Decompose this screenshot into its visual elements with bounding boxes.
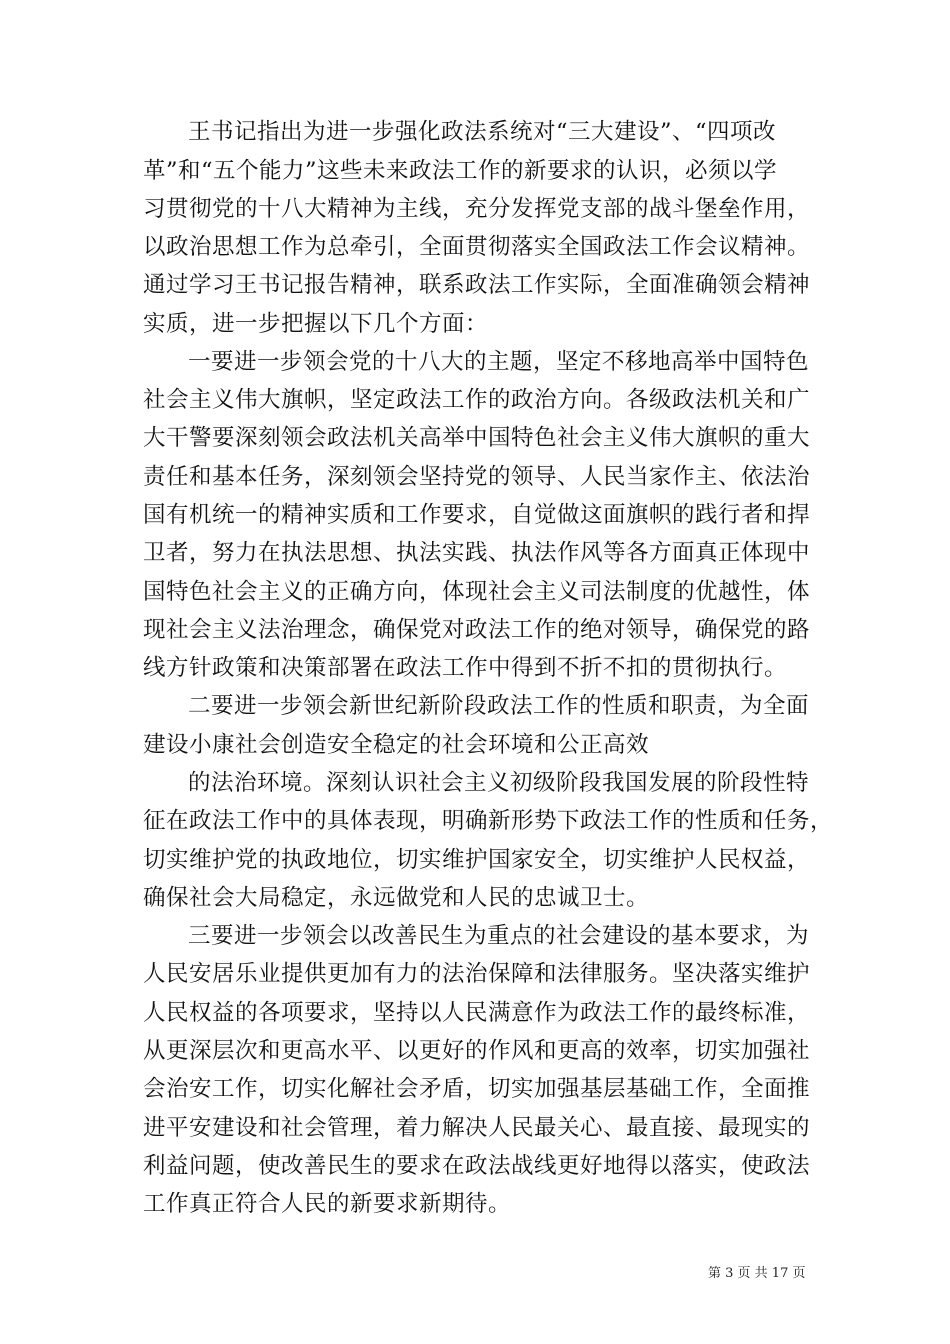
text-line: 通过学习王书记报告精神，联系政法工作实际，全面准确领会精神 (143, 272, 811, 298)
text-line: 进平安建设和社会管理，着力解决人民最关心、最直接、最现实的 (143, 1115, 811, 1141)
text-line: 人民安居乐业提供更加有力的法治保障和法律服务。坚决落实维护 (143, 961, 811, 987)
text-line: 大干警要深刻领会政法机关高举中国特色社会主义伟大旗帜的重大 (143, 425, 811, 451)
text-line: 的法治环境。深刻认识社会主义初级阶段我国发展的阶段性特 (188, 770, 810, 796)
text-line: 实质，进一步把握以下几个方面： (143, 311, 489, 337)
text-line: 责任和基本任务，深刻领会坚持党的领导、人民当家作主、依法治 (143, 464, 811, 490)
text-line: 利益问题，使改善民生的要求在政法战线更好地得以落实，使政法 (143, 1153, 811, 1179)
text-line: 二要进一步领会新世纪新阶段政法工作的性质和职责，为全面 (188, 693, 810, 719)
text-line: 以政治思想工作为总牵引，全面贯彻落实全国政法工作会议精神。 (143, 234, 811, 260)
text-line: 革”和“五个能力”这些未来政法工作的新要求的认识，必须以学 (143, 158, 778, 184)
text-line: 工作真正符合人民的新要求新期待。 (143, 1191, 512, 1217)
text-line: 切实维护党的执政地位，切实维护国家安全，切实维护人民权益， (143, 847, 811, 873)
text-line: 建设小康社会创造安全稳定的社会环境和公正高效 (143, 732, 650, 758)
text-line: 线方针政策和决策部署在政法工作中得到不折不扣的贯彻执行。 (143, 655, 788, 681)
text-line: 三要进一步领会以改善民生为重点的社会建设的基本要求，为 (188, 923, 810, 949)
text-line: 现社会主义法治理念，确保党对政法工作的绝对领导，确保党的路 (143, 617, 811, 643)
text-line: 国有机统一的精神实质和工作要求，自觉做这面旗帜的践行者和捍 (143, 502, 811, 528)
text-line: 会治安工作，切实化解社会矛盾，切实加强基层基础工作，全面推 (143, 1076, 811, 1102)
text-line: 人民权益的各项要求，坚持以人民满意作为政法工作的最终标准， (143, 1000, 811, 1026)
text-line: 卫者，努力在执法思想、执法实践、执法作风等各方面真正体现中 (143, 540, 811, 566)
text-line: 一要进一步领会党的十八大的主题，坚定不移地高举中国特色 (188, 349, 810, 375)
text-line: 国特色社会主义的正确方向，体现社会主义司法制度的优越性，体 (143, 579, 811, 605)
text-line: 习贯彻党的十八大精神为主线，充分发挥党支部的战斗堡垒作用， (143, 196, 811, 222)
page-number: 第 3 页 共 17 页 (708, 1266, 806, 1281)
text-line: 确保社会大局稳定，永远做党和人民的忠诚卫士。 (143, 885, 650, 911)
text-line: 征在政法工作中的具体表现，明确新形势下政法工作的性质和任务， (143, 808, 834, 834)
text-line: 王书记指出为进一步强化政法系统对“三大建设”、“四项改 (188, 119, 777, 145)
text-line: 社会主义伟大旗帜，坚定政法工作的政治方向。各级政法机关和广 (143, 387, 811, 413)
text-line: 从更深层次和更高水平、以更好的作风和更高的效率，切实加强社 (143, 1038, 811, 1064)
